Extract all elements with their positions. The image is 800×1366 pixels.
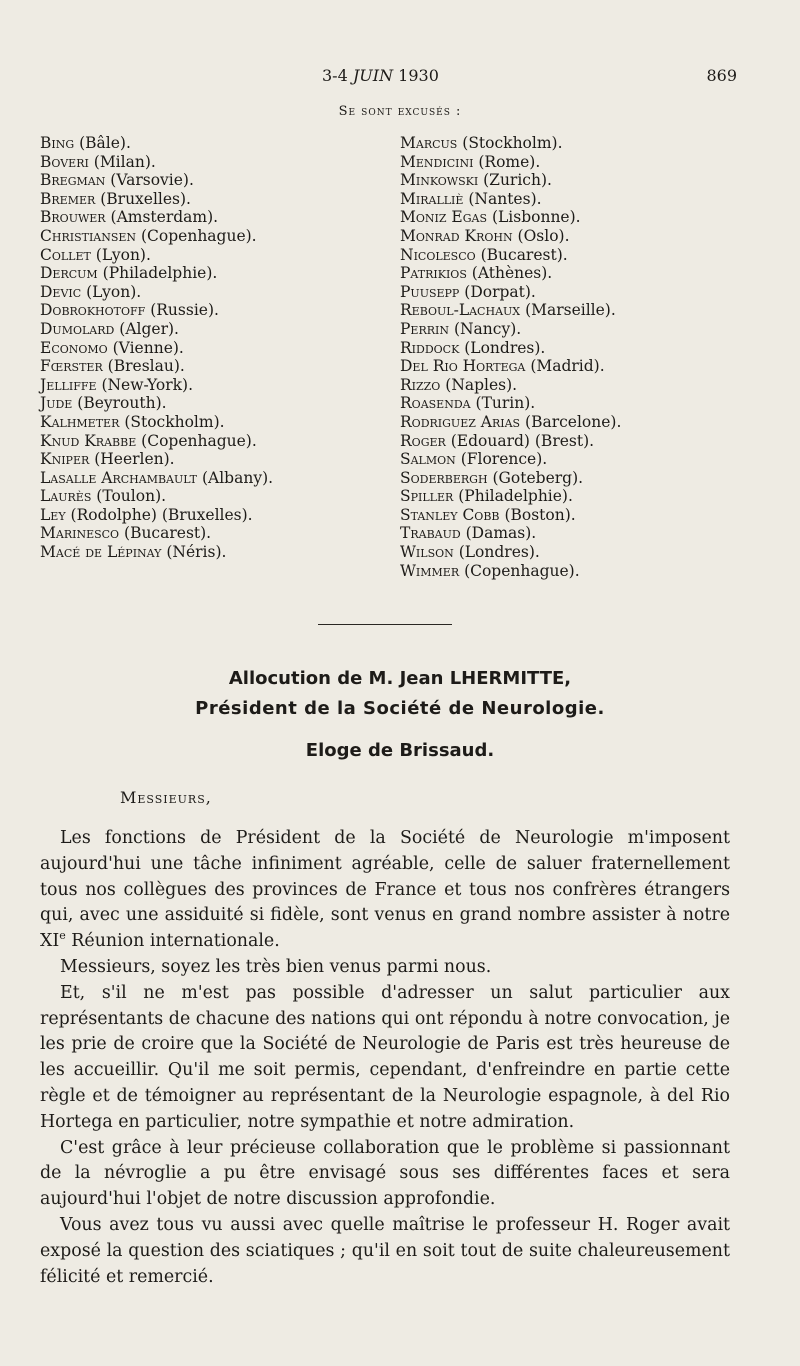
excused-entry xyxy=(400,301,780,320)
excused-entry xyxy=(400,469,780,488)
excused-place: (Zurich). xyxy=(483,171,552,190)
title-allocution: Allocution de M. Jean LHERMITTE, xyxy=(228,668,572,689)
excused-place: (Milan). xyxy=(93,152,156,171)
excused-name: Jelliffe xyxy=(40,375,97,394)
excused-entry xyxy=(400,190,780,209)
excused-name: Puusepp xyxy=(400,282,460,301)
excused-entry xyxy=(400,357,780,376)
excused-place: (Copenhague). xyxy=(141,226,257,245)
excused-place: (Copenhague). xyxy=(464,561,580,580)
title-president: Président de la Société de Neurologie. xyxy=(195,698,605,719)
excused-name: Boveri xyxy=(40,152,89,171)
excused-entry xyxy=(40,264,400,283)
excused-name: Kniper xyxy=(40,450,90,469)
page-number: 869 xyxy=(706,66,737,85)
excused-place: (Barcelone). xyxy=(525,412,622,431)
paragraph: Vous avez tous vu aussi avec quelle maîtrise le professeur H. Roger avait exposé la question des sciatiques ; qu'il en soit tout de suite chaleureusement félicité et remercié. xyxy=(40,1214,730,1287)
excused-place: (Heerlen). xyxy=(94,450,175,469)
excused-name: Wilson xyxy=(400,543,454,562)
excused-place: (Bucarest). xyxy=(124,524,212,543)
excused-entry xyxy=(400,562,780,581)
excused-list-right xyxy=(400,134,780,580)
excused-place: (Nancy). xyxy=(453,319,522,338)
excused-place: (Florence). xyxy=(460,450,548,469)
excused-entry xyxy=(400,450,780,469)
paragraph: Messieurs, soyez les très bien venus parmi nous. xyxy=(60,956,492,977)
excused-entry xyxy=(400,283,780,302)
excused-name: Spiller xyxy=(400,487,454,506)
excused-entry xyxy=(40,376,400,395)
excused-place: (Toulon). xyxy=(96,487,167,506)
excused-list-left xyxy=(40,134,400,562)
excused-name: Monrad Krohn xyxy=(400,226,513,245)
excused-name: Laurès xyxy=(40,487,92,506)
excused-entry xyxy=(40,227,400,246)
excused-name: Marinesco xyxy=(40,524,120,543)
excused-entry xyxy=(400,487,780,506)
excused-name: Stanley Cobb xyxy=(400,505,500,524)
excused-place: (Lyon). xyxy=(86,282,142,301)
excused-name: Rodriguez Arias xyxy=(400,412,521,431)
running-header xyxy=(0,66,800,90)
excused-place: (Athènes). xyxy=(471,264,553,283)
excused-place: (Lyon). xyxy=(95,245,151,264)
excused-place: (Nantes). xyxy=(468,189,542,208)
excused-entry xyxy=(400,543,780,562)
excused-name: Miralliè xyxy=(400,189,464,208)
excused-entry xyxy=(40,320,400,339)
salutation: Messieurs, xyxy=(120,788,212,807)
excused-entry xyxy=(40,524,400,543)
excused-entry xyxy=(400,506,780,525)
excused-entry xyxy=(40,469,400,488)
excused-name: Perrin xyxy=(400,319,449,338)
excused-entry xyxy=(400,394,780,413)
excused-name: Minkowski xyxy=(400,171,479,190)
excused-place: (Rome). xyxy=(478,152,541,171)
excused-place: (Boston). xyxy=(504,505,576,524)
excused-place: (Edouard) (Brest). xyxy=(450,431,595,450)
excused-entry xyxy=(40,283,400,302)
excused-name: Riddock xyxy=(400,338,460,357)
excused-name: Ley xyxy=(40,505,66,524)
excused-entry xyxy=(40,487,400,506)
excused-place: (Varsovie). xyxy=(110,171,194,190)
excused-entry xyxy=(40,208,400,227)
separator-rule xyxy=(318,624,452,625)
excused-name: Wimmer xyxy=(400,561,460,580)
paragraph: C'est grâce à leur précieuse collaboration que le problème si passionnant de la névroglie a pu être envisagé sous ses différentes faces et sera aujourd'hui l'objet de notre discussion approfondie. xyxy=(40,1137,730,1210)
excused-name: Dercum xyxy=(40,264,98,283)
excused-place: (Goteberg). xyxy=(492,468,584,487)
excused-entry xyxy=(40,153,400,172)
excused-name: Fœrster xyxy=(40,357,103,376)
excused-name: Roasenda xyxy=(400,394,471,413)
excused-name: Nicolesco xyxy=(400,245,476,264)
excused-name: Roger xyxy=(400,431,446,450)
excused-place: (Bucarest). xyxy=(480,245,568,264)
excused-entry xyxy=(40,339,400,358)
excused-entry xyxy=(40,506,400,525)
excused-place: (Madrid). xyxy=(530,357,605,376)
excused-place: (Stockholm). xyxy=(124,412,225,431)
speech-body xyxy=(40,826,730,1290)
excused-place: (Dorpat). xyxy=(464,282,536,301)
excused-entry xyxy=(400,320,780,339)
excused-name: Dumolard xyxy=(40,319,115,338)
excused-entry xyxy=(400,264,780,283)
paragraph: Les fonctions de Président de la Société de Neurologie m'imposent aujourd'hui une tâche infiniment agréable, celle de saluer fraternellement tous nos collègues des provinces de France et tous nos confrères étrangers qui, avec une assiduité si fidèle, sont venus en grand nombre assister à notre XIe Réunion internationale. xyxy=(40,828,730,952)
excused-place: (Albany). xyxy=(201,468,274,487)
title-eloge: Eloge de Brissaud. xyxy=(305,740,495,761)
excused-entry xyxy=(40,301,400,320)
excused-place: (Londres). xyxy=(464,338,546,357)
excused-place: (Philadelphie). xyxy=(458,487,573,506)
excused-name: Kalhmeter xyxy=(40,412,120,431)
excused-place: (Beyrouth). xyxy=(77,394,167,413)
excused-name: Collet xyxy=(40,245,91,264)
excused-name: Brouwer xyxy=(40,208,106,227)
excused-entry xyxy=(40,543,400,562)
excused-entry xyxy=(400,339,780,358)
excused-name: Rizzo xyxy=(400,375,441,394)
excused-place: (Copenhague). xyxy=(141,431,257,450)
excused-entry xyxy=(400,432,780,451)
excused-name: Marcus xyxy=(400,134,458,152)
excused-place: (New-York). xyxy=(101,375,194,394)
excused-name: Bing xyxy=(40,134,75,152)
excused-name: Devic xyxy=(40,282,82,301)
excused-name: Macé de Lépinay xyxy=(40,543,162,562)
excused-place: (Stockholm). xyxy=(462,134,563,152)
excused-name: Jude xyxy=(40,394,73,413)
excused-name: Reboul-Lachaux xyxy=(400,301,521,320)
excused-entry xyxy=(40,246,400,265)
excused-name: Christiansen xyxy=(40,226,137,245)
excused-name: Knud Krabbe xyxy=(40,431,137,450)
excused-entry xyxy=(40,190,400,209)
excused-entry xyxy=(400,227,780,246)
excused-name: Soderbergh xyxy=(400,468,488,487)
excused-place: (Naples). xyxy=(445,375,518,394)
excused-name: Lasalle Archambault xyxy=(40,468,198,487)
excused-place: (Turin). xyxy=(475,394,536,413)
excused-place: (Lisbonne). xyxy=(491,208,581,227)
excused-name: Patrikios xyxy=(400,264,467,283)
excused-name: Trabaud xyxy=(400,524,461,543)
excused-name: Salmon xyxy=(400,450,456,469)
excused-entry xyxy=(400,246,780,265)
excused-name: Bremer xyxy=(40,189,96,208)
excused-entry xyxy=(40,357,400,376)
excused-entry xyxy=(400,208,780,227)
excused-place: (Bâle). xyxy=(79,134,131,152)
paragraph: Et, s'il ne m'est pas possible d'adresser un salut particulier aux représentants de chacune des nations qui ont répondu à notre convocation, je les prie de croire que la Société de Neurologie de Paris est très heureuse de les accueillir. Qu'il me soit permis, cependant, d'enfreindre en partie cette règle et de témoigner au représentant de la Neurologie espagnole, à del Rio Hortega en particulier, notre sympathie et notre admiration. xyxy=(40,982,730,1132)
excused-place: (Néris). xyxy=(166,543,227,562)
excused-place: (Alger). xyxy=(119,319,179,338)
excused-place: (Rodolphe) (Bruxelles). xyxy=(70,505,253,524)
header-date: 3-4 JUIN 1930 xyxy=(322,66,439,85)
excused-place: (Oslo). xyxy=(517,226,570,245)
excused-heading: Se sont excusés : xyxy=(338,104,462,119)
excused-name: Bregman xyxy=(40,171,106,190)
excused-place: (Philadelphie). xyxy=(102,264,218,283)
excused-place: (Marseille). xyxy=(525,301,616,320)
excused-entry xyxy=(400,171,780,190)
excused-entry xyxy=(40,394,400,413)
excused-name: Del Rio Hortega xyxy=(400,357,526,376)
excused-entry xyxy=(40,432,400,451)
excused-place: (Damas). xyxy=(465,524,537,543)
excused-name: Economo xyxy=(40,338,108,357)
excused-entry xyxy=(40,413,400,432)
excused-place: (Russie). xyxy=(150,301,219,320)
excused-name: Mendicini xyxy=(400,152,474,171)
excused-entry xyxy=(400,413,780,432)
excused-place: (Vienne). xyxy=(112,338,184,357)
excused-entry xyxy=(40,134,400,153)
excused-name: Dobrokhotoff xyxy=(40,301,146,320)
excused-place: (Breslau). xyxy=(107,357,185,376)
excused-entry xyxy=(40,450,400,469)
excused-name: Moniz Egas xyxy=(400,208,488,227)
excused-entry xyxy=(400,134,780,153)
excused-entry xyxy=(400,376,780,395)
excused-place: (Amsterdam). xyxy=(110,208,219,227)
excused-entry xyxy=(40,171,400,190)
excused-place: (Bruxelles). xyxy=(100,189,191,208)
excused-entry xyxy=(400,153,780,172)
excused-entry xyxy=(400,524,780,543)
excused-place: (Londres). xyxy=(458,543,540,562)
